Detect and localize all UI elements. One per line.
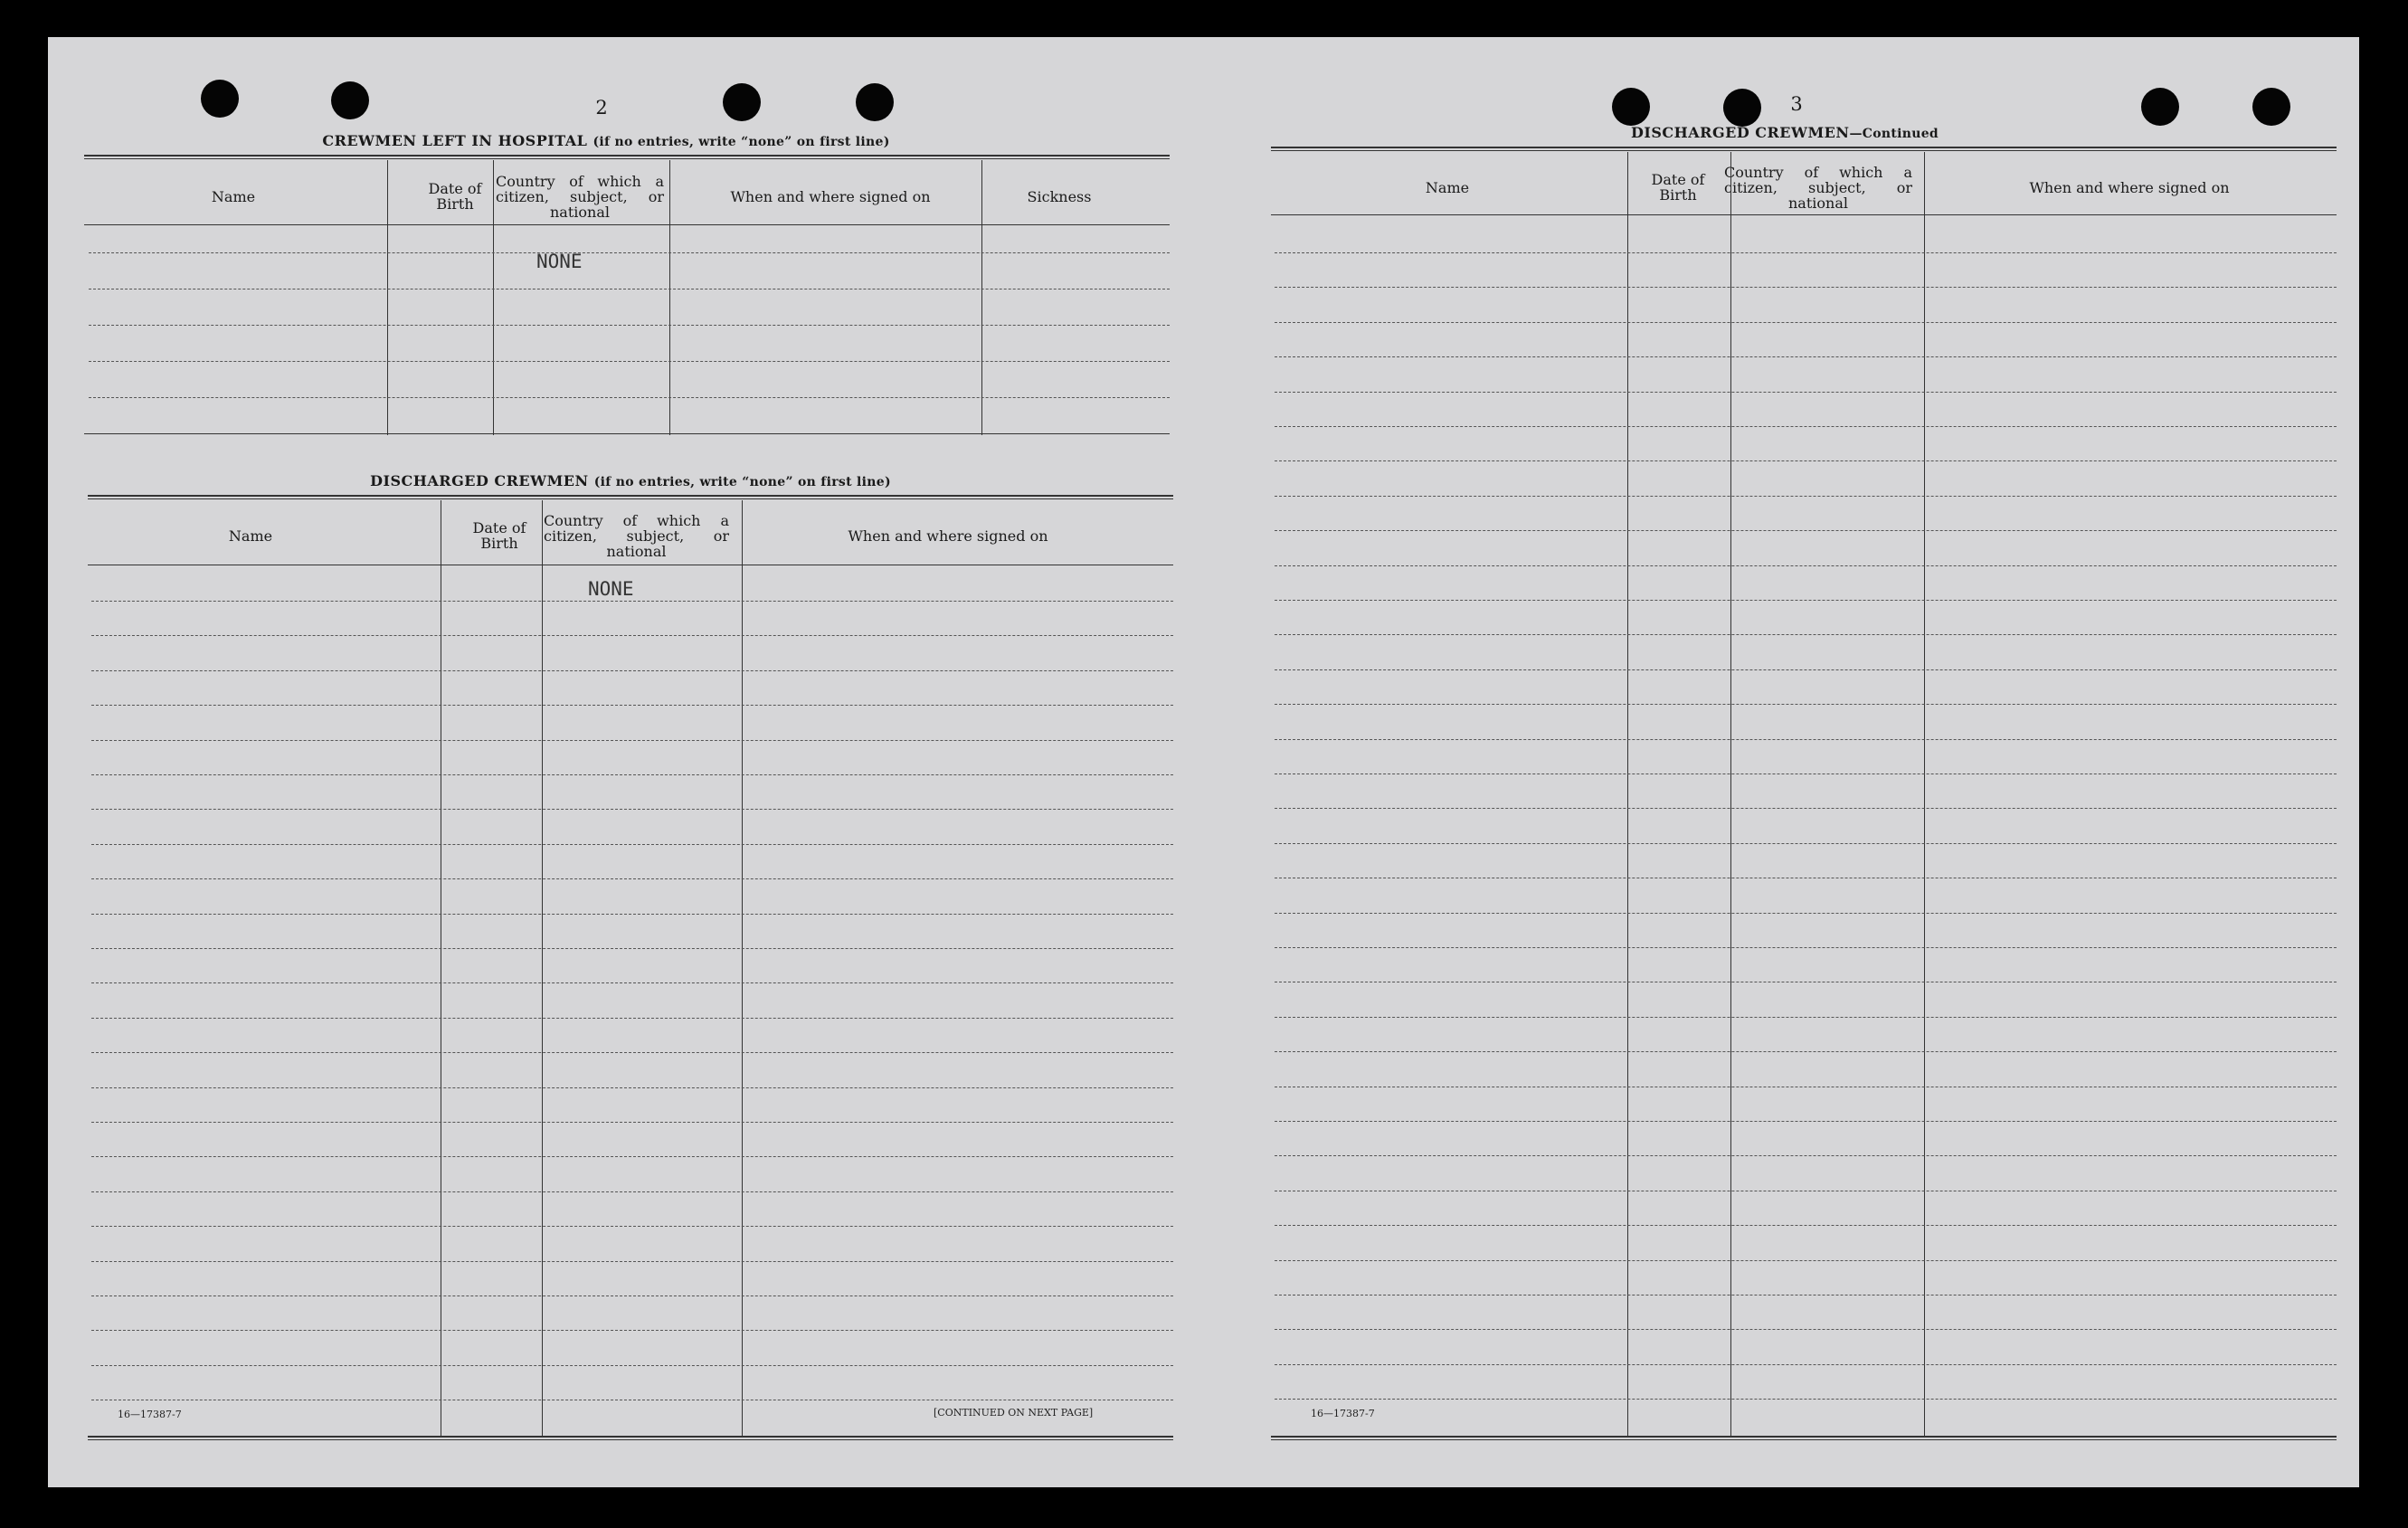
punch-hole <box>723 83 761 121</box>
col-header-signed-on: When and where signed on <box>848 527 1048 545</box>
col-header-country: Country of which a citizen, subject, or national <box>1724 163 1912 212</box>
discharged-top-rule <box>88 495 1173 499</box>
header-bottom-rule <box>84 224 1170 225</box>
column-divider <box>1627 152 1628 1437</box>
ruled-line <box>1275 287 2337 288</box>
ruled-line <box>1275 1329 2337 1330</box>
hospital-top-rule <box>84 155 1170 159</box>
page-number: 3 <box>1790 93 1803 115</box>
ruled-line <box>91 740 1173 741</box>
col-header-date-of-birth: Date of Birth <box>1651 171 1705 204</box>
ruled-line <box>1275 1260 2337 1261</box>
punch-hole <box>201 80 239 118</box>
ruled-line <box>89 361 1170 362</box>
ruled-line <box>1275 1017 2337 1018</box>
hospital-title-text: CREWMEN LEFT IN HOSPITAL <box>322 132 588 149</box>
ruled-line <box>91 705 1173 706</box>
ruled-line <box>1275 1225 2337 1226</box>
ruled-line <box>91 1052 1173 1053</box>
ruled-line <box>91 1087 1173 1088</box>
ruled-line <box>91 914 1173 915</box>
ruled-line <box>91 1156 1173 1157</box>
ruled-line <box>89 325 1170 326</box>
discharged-entry-none: NONE <box>588 578 634 600</box>
ruled-line <box>1275 669 2337 670</box>
right-page <box>1233 37 2359 1487</box>
ruled-line <box>91 809 1173 810</box>
ruled-line <box>1275 1121 2337 1122</box>
ruled-line <box>1275 530 2337 531</box>
column-divider <box>1924 152 1925 1437</box>
ruled-line <box>91 1365 1173 1366</box>
page-number: 2 <box>595 97 608 119</box>
ruled-line <box>1275 1364 2337 1365</box>
ruled-line <box>89 397 1170 398</box>
discharged-title-text: DISCHARGED CREWMEN <box>370 472 589 489</box>
ruled-line <box>1275 1399 2337 1400</box>
col-header-country: Country of which a citizen, subject, or national <box>544 511 729 560</box>
hospital-section-title <box>289 132 923 149</box>
discharged-instruction: (if no entries, write “none” on first line) <box>593 475 891 489</box>
col-header-signed-on: When and where signed on <box>2029 178 2230 196</box>
ruled-line <box>91 1018 1173 1019</box>
column-divider <box>1730 152 1731 1437</box>
col-header-country: Country of which a citizen, subject, or national <box>496 172 664 221</box>
ruled-line <box>1275 356 2337 357</box>
ruled-line <box>91 774 1173 775</box>
column-divider <box>493 160 494 435</box>
col-header-sickness: Sickness <box>1027 187 1092 205</box>
col-header-name: Name <box>211 187 256 205</box>
hospital-entry-none: NONE <box>536 251 583 272</box>
ruled-line <box>91 635 1173 636</box>
ruled-line <box>1275 565 2337 566</box>
form-number: 16—17387-7 <box>118 1409 182 1420</box>
ruled-line <box>1275 947 2337 948</box>
ruled-line <box>1275 843 2337 844</box>
column-divider <box>669 160 670 435</box>
ruled-line <box>1275 426 2337 427</box>
column-divider <box>981 160 982 435</box>
ruled-line <box>91 601 1173 602</box>
continued-suffix: —Continued <box>1849 127 1939 141</box>
ruled-line <box>91 1226 1173 1227</box>
ruled-line <box>1275 322 2337 323</box>
discharged-section-title <box>314 472 947 489</box>
col-header-signed-on: When and where signed on <box>730 187 931 205</box>
ruled-line <box>1275 704 2337 705</box>
form-number: 16—17387-7 <box>1311 1408 1375 1419</box>
left-page <box>48 37 1206 1487</box>
col-header-date-of-birth: Date of Birth <box>472 519 526 552</box>
ruled-line <box>1275 252 2337 253</box>
document-sheet <box>48 37 2359 1487</box>
ruled-line <box>1275 600 2337 601</box>
continued-top-rule <box>1271 147 2337 151</box>
ruled-line <box>91 1330 1173 1331</box>
punch-hole <box>2252 88 2290 126</box>
table-bottom-rule <box>1271 1436 2337 1440</box>
punch-hole <box>331 81 369 119</box>
hospital-bottom-rule <box>84 433 1170 434</box>
ruled-line <box>91 670 1173 671</box>
ruled-line <box>1275 773 2337 774</box>
ruled-line <box>91 948 1173 949</box>
punch-hole <box>1723 89 1761 127</box>
ruled-line <box>1275 634 2337 635</box>
table-bottom-rule <box>88 1436 1173 1440</box>
ruled-line <box>91 1295 1173 1296</box>
continued-title-text: DISCHARGED CREWMEN <box>1630 124 1850 141</box>
hospital-instruction: (if no entries, write “none” on first line) <box>593 135 890 149</box>
ruled-line <box>1275 739 2337 740</box>
continued-note: [CONTINUED ON NEXT PAGE] <box>934 1407 1094 1419</box>
col-header-name: Name <box>1425 178 1470 196</box>
punch-hole <box>2141 88 2179 126</box>
ruled-line <box>1275 913 2337 914</box>
discharged-continued-title <box>1559 124 2011 141</box>
ruled-line <box>1275 808 2337 809</box>
ruled-line <box>91 1122 1173 1123</box>
punch-hole <box>856 83 894 121</box>
ruled-line <box>91 1191 1173 1192</box>
punch-hole <box>1612 88 1650 126</box>
ruled-line <box>91 982 1173 983</box>
ruled-line <box>1275 460 2337 461</box>
ruled-line <box>1275 496 2337 497</box>
ruled-line <box>1275 392 2337 393</box>
ruled-line <box>91 1261 1173 1262</box>
ruled-line <box>91 844 1173 845</box>
ruled-line <box>89 252 1170 253</box>
ruled-line <box>1275 1155 2337 1156</box>
col-header-name: Name <box>228 527 273 545</box>
ruled-line <box>1275 1051 2337 1052</box>
header-bottom-rule <box>1271 214 2337 215</box>
ruled-line <box>91 878 1173 879</box>
column-divider <box>387 160 388 435</box>
col-header-date-of-birth: Date of Birth <box>428 180 482 213</box>
